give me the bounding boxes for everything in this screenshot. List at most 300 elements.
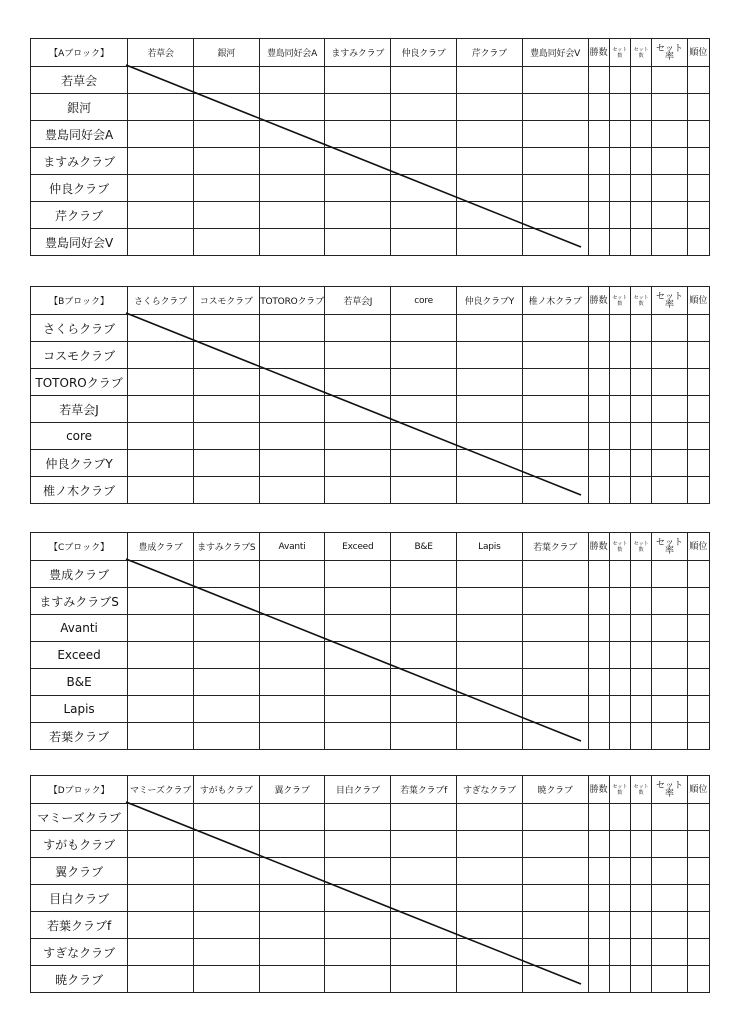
team-row (31, 423, 710, 450)
row-team-label: 椎ノ木クラブ (31, 477, 128, 504)
column-team-header: 仲良クラブ (391, 39, 457, 67)
result-cell (391, 229, 457, 256)
row-team-label: 目白クラブ (31, 885, 128, 912)
result-cell (456, 642, 522, 669)
stat-cell (687, 121, 709, 148)
stat-cell (687, 723, 709, 750)
stat-header: セット数 (609, 533, 630, 561)
result-cell (128, 477, 194, 504)
team-row (31, 669, 710, 696)
stat-cell (652, 450, 687, 477)
stat-cell (652, 696, 687, 723)
stat-cell (609, 669, 630, 696)
team-row (31, 342, 710, 369)
stat-cell (687, 831, 709, 858)
result-cell (325, 588, 391, 615)
row-team-label: Lapis (31, 696, 128, 723)
result-cell (325, 148, 391, 175)
stat-cell (588, 939, 609, 966)
stat-cell (687, 696, 709, 723)
result-cell (391, 315, 457, 342)
stat-header: セット数 (631, 776, 652, 804)
stat-cell (588, 561, 609, 588)
result-cell (456, 912, 522, 939)
stat-cell (609, 615, 630, 642)
result-cell (325, 912, 391, 939)
stat-cell (609, 858, 630, 885)
result-cell (522, 804, 588, 831)
result-cell (391, 858, 457, 885)
stat-cell (609, 396, 630, 423)
stat-header: 順位 (687, 39, 709, 67)
result-cell (128, 615, 194, 642)
stat-cell (609, 723, 630, 750)
stat-cell (687, 615, 709, 642)
stat-header: セット数 (609, 776, 630, 804)
stat-cell (687, 669, 709, 696)
stat-cell (631, 67, 652, 94)
stat-cell (652, 642, 687, 669)
result-cell (259, 939, 325, 966)
result-cell (456, 939, 522, 966)
stat-cell (588, 202, 609, 229)
row-team-label: 若葉クラブf (31, 912, 128, 939)
stat-header: セット率 (652, 39, 687, 67)
stat-cell (687, 148, 709, 175)
stat-cell (652, 175, 687, 202)
result-cell (325, 561, 391, 588)
result-cell (456, 588, 522, 615)
result-cell (325, 477, 391, 504)
team-row (31, 804, 710, 831)
result-cell (325, 939, 391, 966)
result-cell (325, 342, 391, 369)
stat-cell (652, 315, 687, 342)
result-cell (522, 858, 588, 885)
team-row (31, 723, 710, 750)
stat-header: セット数 (609, 39, 630, 67)
result-cell (193, 912, 259, 939)
result-cell (128, 67, 194, 94)
result-cell (522, 477, 588, 504)
stat-cell (687, 342, 709, 369)
result-cell (128, 369, 194, 396)
column-team-header: Avanti (259, 533, 325, 561)
stat-cell (687, 912, 709, 939)
result-cell (193, 561, 259, 588)
result-cell (391, 615, 457, 642)
team-row (31, 396, 710, 423)
result-cell (325, 67, 391, 94)
stat-header: セット率 (652, 533, 687, 561)
result-cell (391, 642, 457, 669)
result-cell (391, 477, 457, 504)
stat-cell (609, 148, 630, 175)
result-cell (456, 450, 522, 477)
result-cell (128, 588, 194, 615)
result-cell (259, 342, 325, 369)
stat-cell (652, 588, 687, 615)
stat-cell (652, 477, 687, 504)
team-row (31, 315, 710, 342)
result-cell (193, 477, 259, 504)
result-cell (325, 723, 391, 750)
stat-cell (652, 561, 687, 588)
row-team-label: 豊成クラブ (31, 561, 128, 588)
stat-cell (687, 202, 709, 229)
result-cell (522, 588, 588, 615)
result-cell (456, 669, 522, 696)
stat-cell (631, 423, 652, 450)
stat-cell (687, 94, 709, 121)
stat-header: セット率 (652, 776, 687, 804)
block-3-table (30, 532, 710, 750)
stat-cell (631, 396, 652, 423)
stat-cell (588, 229, 609, 256)
result-cell (391, 885, 457, 912)
stat-cell (631, 561, 652, 588)
result-cell (193, 121, 259, 148)
result-cell (391, 669, 457, 696)
result-cell (391, 450, 457, 477)
team-row (31, 696, 710, 723)
result-cell (456, 561, 522, 588)
stat-cell (588, 642, 609, 669)
stat-cell (588, 669, 609, 696)
row-team-label: マミーズクラブ (31, 804, 128, 831)
team-row (31, 615, 710, 642)
result-cell (391, 588, 457, 615)
result-cell (325, 450, 391, 477)
result-cell (259, 642, 325, 669)
column-team-header: さくらクラブ (128, 287, 194, 315)
result-cell (456, 94, 522, 121)
result-cell (325, 831, 391, 858)
result-cell (391, 912, 457, 939)
result-cell (193, 315, 259, 342)
stat-cell (609, 939, 630, 966)
result-cell (325, 315, 391, 342)
result-cell (193, 175, 259, 202)
result-cell (128, 315, 194, 342)
team-row (31, 148, 710, 175)
result-cell (259, 369, 325, 396)
stat-cell (687, 477, 709, 504)
stat-cell (588, 831, 609, 858)
stat-cell (631, 588, 652, 615)
stat-cell (652, 885, 687, 912)
stat-cell (588, 912, 609, 939)
stat-cell (652, 94, 687, 121)
stat-cell (631, 669, 652, 696)
result-cell (522, 669, 588, 696)
stat-cell (609, 67, 630, 94)
column-team-header: 仲良クラブY (456, 287, 522, 315)
result-cell (193, 423, 259, 450)
stat-cell (631, 94, 652, 121)
stat-header: セット率 (652, 287, 687, 315)
stat-cell (609, 94, 630, 121)
block-title: 【Aブロック】 (31, 39, 128, 67)
result-cell (193, 67, 259, 94)
result-cell (193, 342, 259, 369)
result-cell (259, 229, 325, 256)
result-cell (128, 642, 194, 669)
result-cell (193, 229, 259, 256)
result-cell (128, 148, 194, 175)
result-cell (193, 642, 259, 669)
column-team-header: ますみクラブS (193, 533, 259, 561)
result-cell (259, 696, 325, 723)
result-cell (456, 369, 522, 396)
result-cell (522, 396, 588, 423)
result-cell (456, 396, 522, 423)
block-4-table (30, 775, 710, 993)
stat-cell (631, 804, 652, 831)
team-row (31, 121, 710, 148)
result-cell (325, 369, 391, 396)
column-team-header: 翼クラブ (259, 776, 325, 804)
stat-cell (631, 315, 652, 342)
result-cell (325, 642, 391, 669)
result-cell (456, 723, 522, 750)
stat-cell (631, 723, 652, 750)
stat-cell (652, 831, 687, 858)
stat-cell (588, 858, 609, 885)
stat-cell (631, 912, 652, 939)
column-team-header: Lapis (456, 533, 522, 561)
result-cell (325, 423, 391, 450)
stat-cell (652, 669, 687, 696)
result-cell (456, 229, 522, 256)
result-cell (456, 804, 522, 831)
stat-cell (588, 369, 609, 396)
result-cell (391, 804, 457, 831)
stat-cell (687, 939, 709, 966)
stat-cell (631, 615, 652, 642)
stat-cell (609, 696, 630, 723)
stat-cell (609, 450, 630, 477)
row-team-label: 若草会 (31, 67, 128, 94)
result-cell (259, 885, 325, 912)
result-cell (128, 94, 194, 121)
result-cell (456, 423, 522, 450)
result-cell (128, 939, 194, 966)
result-cell (522, 696, 588, 723)
row-team-label: ますみクラブS (31, 588, 128, 615)
result-cell (522, 615, 588, 642)
result-cell (391, 423, 457, 450)
result-cell (456, 831, 522, 858)
block-title: 【Bブロック】 (31, 287, 128, 315)
stat-cell (588, 423, 609, 450)
result-cell (325, 615, 391, 642)
result-cell (259, 396, 325, 423)
result-cell (193, 669, 259, 696)
result-cell (522, 342, 588, 369)
stat-cell (652, 202, 687, 229)
result-cell (456, 148, 522, 175)
result-cell (522, 229, 588, 256)
result-cell (391, 369, 457, 396)
result-cell (325, 804, 391, 831)
stat-cell (631, 229, 652, 256)
stat-cell (588, 885, 609, 912)
result-cell (456, 121, 522, 148)
stat-cell (588, 121, 609, 148)
column-team-header: 豊成クラブ (128, 533, 194, 561)
row-team-label: 豊島同好会A (31, 121, 128, 148)
stat-cell (687, 966, 709, 993)
result-cell (193, 202, 259, 229)
result-cell (325, 121, 391, 148)
result-cell (193, 885, 259, 912)
stat-cell (609, 966, 630, 993)
result-cell (128, 966, 194, 993)
result-cell (456, 696, 522, 723)
team-row (31, 912, 710, 939)
row-team-label: 暁クラブ (31, 966, 128, 993)
stat-cell (652, 121, 687, 148)
stat-cell (588, 477, 609, 504)
result-cell (259, 804, 325, 831)
stat-cell (631, 831, 652, 858)
team-row (31, 858, 710, 885)
result-cell (325, 175, 391, 202)
result-cell (193, 831, 259, 858)
result-cell (391, 342, 457, 369)
result-cell (391, 67, 457, 94)
row-team-label: core (31, 423, 128, 450)
stat-cell (609, 342, 630, 369)
row-team-label: 若草会J (31, 396, 128, 423)
stat-cell (687, 423, 709, 450)
stat-cell (588, 588, 609, 615)
result-cell (325, 202, 391, 229)
result-cell (128, 804, 194, 831)
stat-cell (588, 696, 609, 723)
stat-cell (588, 966, 609, 993)
row-team-label: 翼クラブ (31, 858, 128, 885)
stat-cell (687, 588, 709, 615)
result-cell (259, 94, 325, 121)
stat-cell (652, 229, 687, 256)
column-team-header: 銀河 (193, 39, 259, 67)
stat-cell (588, 804, 609, 831)
result-cell (193, 723, 259, 750)
stat-cell (609, 175, 630, 202)
column-team-header: 若葉クラブf (391, 776, 457, 804)
result-cell (128, 696, 194, 723)
result-cell (456, 477, 522, 504)
row-team-label: すがもクラブ (31, 831, 128, 858)
result-cell (391, 121, 457, 148)
result-cell (193, 396, 259, 423)
result-cell (456, 966, 522, 993)
stat-cell (652, 148, 687, 175)
stat-cell (609, 804, 630, 831)
result-cell (522, 939, 588, 966)
result-cell (522, 94, 588, 121)
result-cell (193, 450, 259, 477)
row-team-label: 仲良クラブ (31, 175, 128, 202)
result-cell (259, 912, 325, 939)
result-cell (391, 396, 457, 423)
column-team-header: TOTOROクラブ (259, 287, 325, 315)
stat-cell (687, 885, 709, 912)
team-row (31, 67, 710, 94)
stat-cell (652, 396, 687, 423)
result-cell (259, 723, 325, 750)
result-cell (259, 588, 325, 615)
stat-cell (609, 477, 630, 504)
result-cell (193, 588, 259, 615)
result-cell (522, 202, 588, 229)
result-cell (259, 175, 325, 202)
team-row (31, 369, 710, 396)
column-team-header: 若草会J (325, 287, 391, 315)
result-cell (259, 121, 325, 148)
stat-header: 順位 (687, 533, 709, 561)
stat-cell (609, 831, 630, 858)
result-cell (522, 121, 588, 148)
stat-cell (609, 369, 630, 396)
result-cell (128, 858, 194, 885)
row-team-label: TOTOROクラブ (31, 369, 128, 396)
stat-cell (631, 121, 652, 148)
block-title: 【Dブロック】 (31, 776, 128, 804)
result-cell (522, 831, 588, 858)
result-cell (522, 642, 588, 669)
stat-cell (687, 858, 709, 885)
result-cell (128, 342, 194, 369)
team-row (31, 966, 710, 993)
result-cell (259, 423, 325, 450)
stat-header: 勝数 (588, 533, 609, 561)
result-cell (522, 175, 588, 202)
result-cell (193, 858, 259, 885)
column-team-header: 目白クラブ (325, 776, 391, 804)
stat-cell (631, 858, 652, 885)
stat-cell (652, 615, 687, 642)
column-team-header: B&E (391, 533, 457, 561)
team-row (31, 831, 710, 858)
column-team-header: Exceed (325, 533, 391, 561)
result-cell (128, 121, 194, 148)
stat-cell (588, 315, 609, 342)
result-cell (456, 315, 522, 342)
stat-cell (609, 885, 630, 912)
result-cell (522, 423, 588, 450)
stat-cell (588, 342, 609, 369)
stat-cell (588, 615, 609, 642)
stat-cell (687, 369, 709, 396)
result-cell (193, 94, 259, 121)
stat-header: 順位 (687, 776, 709, 804)
result-cell (128, 229, 194, 256)
result-cell (522, 450, 588, 477)
row-team-label: Exceed (31, 642, 128, 669)
result-cell (325, 669, 391, 696)
row-team-label: B&E (31, 669, 128, 696)
result-cell (193, 939, 259, 966)
stat-cell (652, 723, 687, 750)
result-cell (193, 369, 259, 396)
result-cell (325, 966, 391, 993)
result-cell (128, 202, 194, 229)
stat-cell (588, 148, 609, 175)
result-cell (259, 202, 325, 229)
